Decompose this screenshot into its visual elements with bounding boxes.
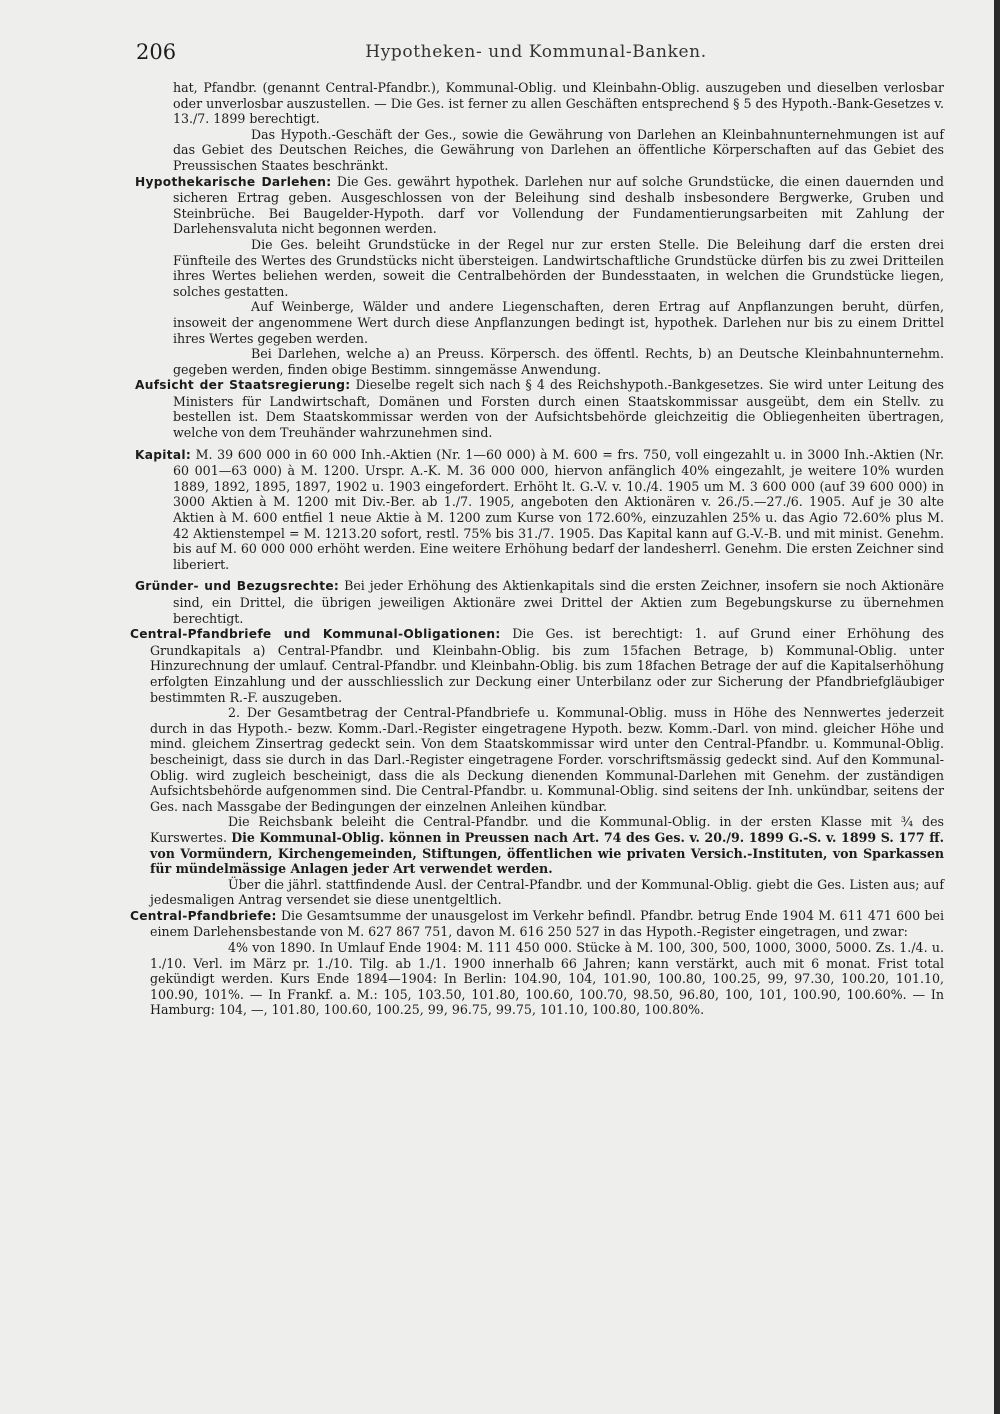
section-text: Bei jeder Erhöhung des Aktienkapitals sind die ersten Zeichner, insofern sie noch Aktionäre sind, ein Drittel, die übrigen jeweiligen Aktionäre zwei Drittel der Aktien zum Begebungskurse zu übernehmen berechtigt. bbox=[173, 578, 944, 626]
section-heading: Gründer- und Bezugsrechte: bbox=[135, 579, 340, 594]
section-hypothekarische-darlehen bbox=[126, 174, 944, 237]
paragraph: Bei Darlehen, welche a) an Preuss. Körpersch. des öffentl. Rechts, b) an Deutsche Kleinbahnunternehm. gegeben werden, finden obige Bestimm. sinngemässe Anwendung. bbox=[173, 346, 944, 377]
section-heading: Hypothekarische Darlehen: bbox=[135, 174, 332, 189]
section-text: Die Ges. ist berechtigt: 1. auf Grund einer Erhöhung des Grundkapitals a) Central-Pfandbr. und Kleinbahn-Oblig. bis zum 15fachen Betrage, b) Kommunal-Oblig. unter Hinzurechnung der umlauf. Central-Pfandbr. und Kleinbahn-Oblig. bis zum 18fachen Betrage der auf die Kapitalserhöhung erfolgten Einzahlung und der ausschliesslich zur Deckung einer Unterbilanz oder zur Sicherung der Pfandbriefgläubiger bestimmten R.-F. auszugeben. bbox=[150, 626, 944, 705]
section-heading: Central-Pfandbriefe: bbox=[130, 908, 277, 923]
section-aufsicht bbox=[126, 377, 944, 440]
paragraph: Das Hypoth.-Geschäft der Ges., sowie die Gewährung von Darlehen an Kleinbahnunternehmungen ist auf das Gebiet des Deutschen Reiches, die Gewährung von Darlehen an öffentliche Körperschaften auf das Gebiet des Preussischen Staates beschränkt. bbox=[173, 126, 944, 173]
page-body bbox=[126, 80, 944, 1018]
running-head: Hypotheken- und Kommunal-Banken. bbox=[365, 42, 707, 62]
page-header bbox=[136, 40, 936, 70]
section-text: Die Ges. gewährt hypothek. Darlehen nur auf solche Grundstücke, die einen dauernden und sicheren Ertrag geben. Ausgeschlossen von der Beleihung sind deshalb insbesondere Bergwerke, Gruben und Steinbrüche. Bei Baugelder-Hypoth. darf vor Vollendung der Fundamentierungsarbeiten mit Zahlung der Darlehensvaluta nicht begonnen werden. bbox=[173, 173, 944, 237]
paragraph-text: Die Reichsbank beleiht die Central-Pfandbr. und die Kommunal-Oblig. in der ersten Klasse mit ¾ des Kurswertes. bbox=[150, 814, 944, 845]
section-heading: Central-Pfandbriefe und Kommunal-Obligationen: bbox=[130, 627, 501, 642]
paragraph: hat, Pfandbr. (genannt Central-Pfandbr.), Kommunal-Oblig. und Kleinbahn-Oblig. auszugeben und dieselben verlosbar oder unverlosbar auszustellen. — Die Ges. ist ferner zu allen Geschäften entsprechend § 5 des Hypoth.-Bank-Gesetzes v. 13./7. 1899 berechtigt. bbox=[173, 80, 944, 127]
page-number: 206 bbox=[136, 40, 177, 64]
section-text: Dieselbe regelt sich nach § 4 des Reichshypoth.-Bankgesetzes. Sie wird unter Leitung des Ministers für Landwirtschaft, Domänen und Forsten durch einen Staatskommissar ausgeübt, dem ein Stellv. zu bestellen ist. Dem Staatskommissar werden von der Aufsichtsbehörde gleichzeitig die Obliegenheiten übertragen, welche von dem Treuhänder wahrzunehmen sind. bbox=[173, 377, 944, 441]
paragraph: 4% von 1890. In Umlauf Ende 1904: M. 111 450 000. Stücke à M. 100, 300, 500, 1000, 3000, 5000. Zs. 1./4. u. 1./10. Verl. im März pr. 1./10. Tilg. ab 1./1. 1900 innerhalb 66 Jahren; kann verstärkt, auch mit 6 monat. Frist total gekündigt werden. Kurs Ende 1894—1904: In Berlin: 104.90, 104, 101.90, 100.80, 100.25, 99, 97.30, 100.20, 101.10, 100.90, 101%. — In Frankf. a. M.: 105, 103.50, 101.80, 100.60, 100.70, 98.50, 96.80, 100, 101, 100.90, 100.60%. — In Hamburg: 104, —, 101.80, 100.60, 100.25, 99, 96.75, 99.75, 101.10, 100.80, 100.80%. bbox=[150, 940, 944, 1018]
paragraph: Die Ges. beleiht Grundstücke in der Regel nur zur ersten Stelle. Die Beleihung darf die ersten drei Fünfteile des Wertes des Grundstücks nicht übersteigen. Landwirtschaftliche Grundstücke dürfen bis zu zwei Dritteilen ihres Wertes beliehen werden, soweit die Centralbehörden der Bundesstaaten, in welchen die Grundstücke liegen, solches gestatten. bbox=[173, 236, 944, 299]
bold-statement: Die Kommunal-Oblig. können in Preussen nach Art. 74 des Ges. v. 20./9. 1899 G.-S. v. 1899 S. 177 ff. von Vormündern, Kirchengemeinden, Stiftungen, öffentlichen wie privaten Versich.-Instituten, von Sparkassen für mündelmässige Anlagen jeder Art verwendet werden. bbox=[150, 829, 944, 877]
page-edge-shadow bbox=[994, 0, 1000, 1414]
section-heading: Aufsicht der Staatsregierung: bbox=[135, 378, 351, 393]
paragraph bbox=[126, 814, 944, 876]
section-heading: Kapital: bbox=[135, 447, 192, 462]
section-text: M. 39 600 000 in 60 000 Inh.-Aktien (Nr. 1—60 000) à M. 600 = frs. 750, voll eingezahlt u. in 3000 Inh.-Aktien (Nr. 60 001—63 000) à M. 1200. Urspr. A.-K. M. 36 000 000, hiervon anfänglich 40% eingezahlt, je weitere 10% wurden 1889, 1892, 1895, 1897, 1902 u. 1903 eingefordert. Erhöht lt. G.-V. v. 10./4. 1905 um M. 3 600 000 (auf 39 600 000) in 3000 Aktien à M. 1200 mit Div.-Ber. ab 1./7. 1905, angeboten den Aktionären v. 26./5.—27./6. 1905. Auf je 30 alte Aktien à M. 600 entfiel 1 neue Aktie à M. 1200 zum Kurse von 172.60%, einzuzahlen 25% u. das Agio 72.60% plus M. 42 Aktienstempel = M. 1213.20 sofort, restl. 75% bis 31./7. 1905. Das Kapital kann auf G.-V.-B. und mit minist. Genehm. bis auf M. 60 000 000 erhöht werden. Eine weitere Erhöhung bedarf der landesherrl. Genehm. Die ersten Zeichner sind liberiert. bbox=[173, 446, 944, 572]
section-gruender-bezugsrechte bbox=[126, 578, 944, 626]
paragraph: Über die jährl. stattfindende Ausl. der Central-Pfandbr. und der Kommunal-Oblig. giebt die Ges. Listen aus; auf jedesmaligen Antrag versendet sie diese unentgeltlich. bbox=[150, 876, 944, 908]
section-central-pfandbriefe bbox=[126, 908, 944, 940]
paragraph: Auf Weinberge, Wälder und andere Liegenschaften, deren Ertrag auf Anpflanzungen beruht, dürfen, insoweit der angenommene Wert durch diese Anpflanzungen bedingt ist, hypothek. Darlehen nur bis zu einem Drittel ihres Wertes gegeben werden. bbox=[173, 299, 944, 346]
section-central-pfandbriefe-kommunal-obligationen bbox=[126, 626, 944, 705]
section-kapital bbox=[126, 447, 944, 573]
section-text: Die Gesamtsumme der unausgelost im Verkehr befindl. Pfandbr. betrug Ende 1904 M. 611 471 600 bei einem Darlehensbestande von M. 627 867 751, davon M. 616 250 527 in das Hypoth.-Register eingetragen, und zwar: bbox=[150, 907, 944, 940]
paragraph: 2. Der Gesamtbetrag der Central-Pfandbriefe u. Kommunal-Oblig. muss in Höhe des Nennwertes jederzeit durch in das Hypoth.- bezw. Komm.-Darl.-Register eingetragene Hypoth. bezw. Komm.-Darl. von mind. gleicher Höhe und mind. gleichem Zinsertrag gedeckt sein. Von dem Staatskommissar wird unter den Central-Pfandbr. u. Kommunal-Oblig. bescheinigt, dass sie durch in das Darl.-Register eingetragene Forder. vorschriftsmässig gedeckt sind. Auf den Kommunal-Oblig. wird zugleich bescheinigt, dass die als Deckung dienenden Kommunal-Darlehen mit Genehm. der zuständigen Aufsichtsbehörde aufgenommen sind. Die Central-Pfandbr. u. Kommunal-Oblig. sind seitens der Inh. unkündbar, seitens der Ges. nach Massgabe der Bedingungen der einzelnen Anleihen kündbar. bbox=[150, 705, 944, 814]
